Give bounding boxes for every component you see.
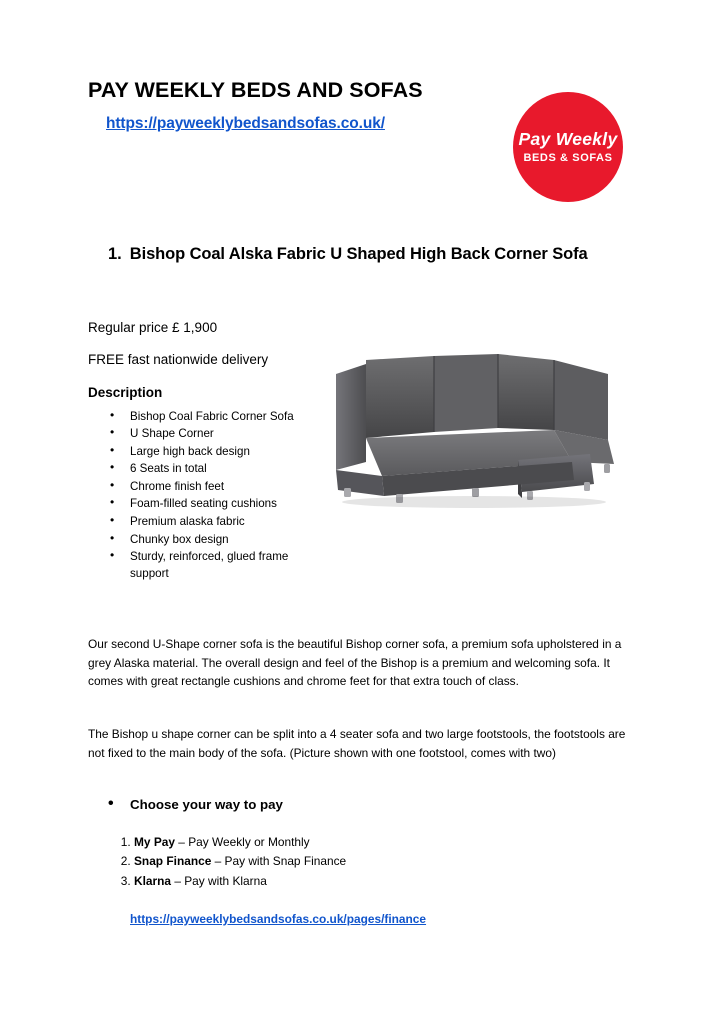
product-title: Bishop Coal Alska Fabric U Shaped High Back Corner Sofa bbox=[129, 245, 588, 263]
brand-logo-line2: BEDS & SOFAS bbox=[523, 151, 613, 164]
product-paragraph-2: The Bishop u shape corner can be split into a 4 seater sofa and two large footstools, the footstools are not fixed to the main body of the sofa. (Picture shown with one footstool, comes with two) bbox=[88, 726, 626, 760]
list-item bbox=[134, 833, 532, 852]
list-item: • Chrome finish feet bbox=[110, 478, 314, 495]
list-item bbox=[134, 852, 532, 871]
page-title: PAY WEEKLY BEDS AND SOFAS bbox=[88, 78, 423, 102]
product-price: Regular price £ 1,900 bbox=[88, 320, 218, 335]
payment-heading: • Choose your way to pay bbox=[108, 797, 508, 812]
list-item: • Large high back design bbox=[110, 443, 314, 460]
product-image bbox=[322, 312, 630, 524]
list-item: • 6 Seats in total bbox=[110, 460, 314, 477]
delivery-note: FREE fast nationwide delivery bbox=[88, 351, 269, 367]
product-details-column bbox=[88, 318, 314, 583]
payment-option-detail: – Pay Weekly or Monthly bbox=[174, 835, 310, 849]
finance-link[interactable]: https://payweeklybedsandsofas.co.uk/pages/finance bbox=[130, 912, 427, 926]
sofa-illustration-icon bbox=[322, 312, 630, 524]
product-paragraph-1: Our second U-Shape corner sofa is the beautiful Bishop corner sofa, a premium sofa upholstered in a grey Alaska material. The overall design and feel of the Bishop is a premium and welcoming sofa. It comes with great rectangle cushions and chrome feet for that extra touch of class. bbox=[88, 636, 622, 689]
payment-option-name: Klarna bbox=[134, 873, 172, 888]
product-number: 1. bbox=[108, 245, 122, 263]
payment-option-detail: – Pay with Snap Finance bbox=[211, 854, 347, 869]
list-item bbox=[134, 872, 532, 891]
brand-logo-line1: Pay Weekly bbox=[518, 128, 618, 149]
finance-link-row bbox=[130, 910, 426, 928]
list-item: • Premium alaska fabric bbox=[110, 513, 314, 530]
brand-logo bbox=[513, 92, 623, 202]
list-item: • Sturdy, reinforced, glued frame support bbox=[110, 548, 314, 582]
list-item: • Chunky box design bbox=[110, 531, 314, 548]
list-item: • U Shape Corner bbox=[110, 425, 314, 442]
payment-option-detail: – Pay with Klarna bbox=[171, 873, 267, 888]
site-link[interactable]: https://payweeklybedsandsofas.co.uk/ bbox=[106, 114, 385, 132]
description-label: Description bbox=[88, 384, 163, 400]
product-feature-list bbox=[88, 408, 314, 582]
list-item: • Foam-filled seating cushions bbox=[110, 495, 314, 512]
payment-option-name: Snap Finance bbox=[134, 854, 212, 869]
payment-option-name: My Pay bbox=[134, 835, 175, 849]
product-heading bbox=[108, 242, 628, 267]
list-item: • Bishop Coal Fabric Corner Sofa bbox=[110, 408, 314, 425]
payment-options-list bbox=[112, 833, 532, 891]
